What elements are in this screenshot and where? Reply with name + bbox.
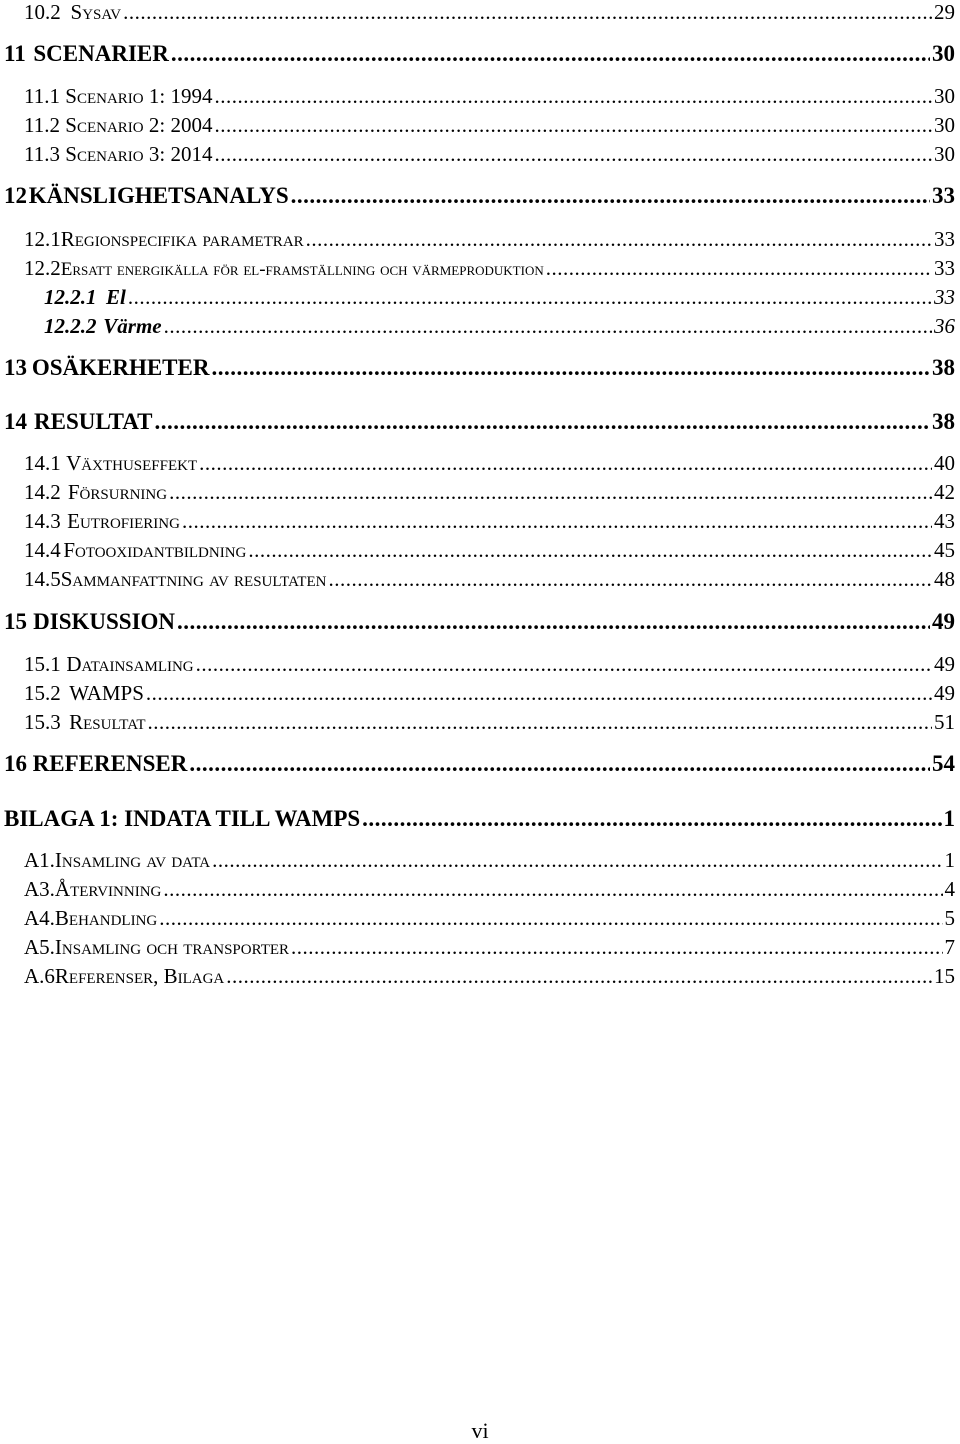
toc-entry-number: 13: [4, 355, 27, 380]
toc-entry-page: 29: [934, 0, 955, 24]
toc-leader: [171, 42, 930, 65]
toc-entry-page: 1: [943, 806, 955, 831]
toc-leader: [182, 511, 932, 532]
toc-leader: [214, 115, 932, 136]
toc-entry-title: Referenser, Bilaga: [54, 964, 225, 988]
toc-entry-page: 33: [934, 227, 955, 251]
toc-entry-page: 33: [934, 256, 955, 280]
toc-entry-title: DISKUSSION: [33, 609, 176, 634]
toc-entry-number: 11: [4, 41, 26, 66]
toc-entry-number: 12.1: [24, 227, 61, 251]
toc-entry-title: Insamling och transporter: [54, 935, 290, 959]
toc-entry-page: 7: [944, 935, 955, 959]
toc-entry-number: 15.3: [24, 710, 61, 734]
toc-entry[interactable]: [0, 937, 960, 958]
toc-entry[interactable]: [0, 356, 960, 379]
toc-entry[interactable]: [0, 569, 960, 590]
toc-entry-title: Återvinning: [54, 877, 162, 901]
toc-entry-title: El: [106, 285, 126, 309]
toc-entry-title: REFERENSER: [32, 751, 188, 776]
toc-leader: [128, 287, 932, 308]
toc-entry-number: 15.1: [24, 652, 61, 676]
toc-entry-page: 30: [934, 113, 955, 137]
toc-leader: [546, 258, 932, 279]
toc-entry-page: 42: [934, 480, 955, 504]
toc-entry-page: 43: [934, 509, 955, 533]
toc-entry-page: 30: [934, 142, 955, 166]
toc-entry[interactable]: [0, 258, 960, 279]
toc-entry-title: BILAGA 1: INDATA TILL WAMPS: [4, 806, 361, 831]
toc-entry-page: 15: [934, 964, 955, 988]
toc-entry-page: 49: [932, 609, 955, 634]
toc-leader: [164, 316, 932, 337]
toc-entry[interactable]: [0, 42, 960, 65]
toc-entry[interactable]: [0, 752, 960, 775]
toc-leader: [163, 879, 942, 900]
toc-leader: [306, 229, 932, 250]
toc-entry-title: Sysav: [70, 0, 122, 24]
toc-leader: [328, 569, 932, 590]
toc-entry-title: Datainsamling: [66, 652, 194, 676]
toc-entry-number: 15: [4, 609, 27, 634]
toc-entry[interactable]: [0, 86, 960, 107]
toc-entry[interactable]: [0, 540, 960, 561]
toc-entry-number: 15.2: [24, 681, 61, 705]
toc-entry-page: 33: [932, 183, 955, 208]
toc-entry[interactable]: [0, 184, 960, 207]
toc-leader: [214, 144, 932, 165]
toc-entry-title: KÄNSLIGHETSANALYS: [28, 183, 289, 208]
toc-entry-title: Växthuseffekt: [66, 451, 198, 475]
toc-entry[interactable]: [0, 879, 960, 900]
toc-entry-number: 11.1: [24, 84, 60, 108]
toc-entry-number: 12.2.2: [44, 314, 97, 338]
toc-entry-title: WAMPS: [69, 681, 144, 705]
toc-entry[interactable]: [0, 683, 960, 704]
toc-entry-page: 45: [934, 538, 955, 562]
page-number: vi: [471, 1418, 489, 1443]
toc-leader: [214, 86, 932, 107]
toc-entry-page: 33: [934, 285, 955, 309]
toc-entry-title: Insamling av data: [54, 848, 211, 872]
toc-entry-number: 12: [4, 183, 27, 208]
toc-entry-page: 38: [932, 409, 955, 434]
toc-entry[interactable]: [0, 908, 960, 929]
toc-entry[interactable]: [0, 2, 960, 23]
toc-leader: [196, 654, 932, 675]
toc-entry-number: 14: [4, 409, 27, 434]
toc-entry[interactable]: [0, 511, 960, 532]
toc-entry[interactable]: [0, 850, 960, 871]
toc-entry-number: A3.: [24, 877, 55, 901]
toc-entry-title: Värme: [103, 314, 162, 338]
toc-entry-title: Behandling: [54, 906, 158, 930]
toc-entry-number: 14.2: [24, 480, 61, 504]
toc-entry-title: Resultat: [69, 710, 146, 734]
toc-leader: [169, 482, 932, 503]
toc-entry-number: 10.2: [24, 0, 61, 24]
toc-entry-number: A5.: [24, 935, 55, 959]
toc-entry-number: 14.4: [24, 538, 61, 562]
toc-entry-page: 54: [932, 751, 955, 776]
toc-leader: [199, 453, 932, 474]
toc-entry[interactable]: [0, 453, 960, 474]
toc-entry-page: 40: [934, 451, 955, 475]
toc-entry-page: 38: [932, 355, 955, 380]
toc-entry-number: 14.5: [24, 567, 61, 591]
toc-leader: [177, 610, 930, 633]
toc-entry[interactable]: [0, 316, 960, 337]
toc-entry-number: 11.2: [24, 113, 60, 137]
toc-entry-title: Försurning: [67, 480, 168, 504]
toc-entry-number: 14.3: [24, 509, 61, 533]
toc-entry-page: 5: [944, 906, 955, 930]
toc-leader: [248, 540, 932, 561]
toc-entry-page: 49: [934, 652, 955, 676]
toc-entry-number: 12.2.1: [44, 285, 97, 309]
toc-leader: [146, 683, 932, 704]
toc-entry[interactable]: [0, 966, 960, 987]
toc-entry-page: 30: [932, 41, 955, 66]
toc-entry-page: 4: [944, 877, 955, 901]
toc-entry[interactable]: [0, 410, 960, 433]
toc-entry-title: Eutrofiering: [67, 509, 180, 533]
toc-leader: [154, 410, 930, 433]
toc-leader: [123, 2, 932, 23]
toc-entry-page: 30: [934, 84, 955, 108]
toc-leader: [226, 966, 932, 987]
toc-entry[interactable]: [0, 144, 960, 165]
toc-leader: [291, 937, 942, 958]
toc-entry-number: A4.: [24, 906, 55, 930]
toc-entry-page: 49: [934, 681, 955, 705]
toc-entry[interactable]: [0, 712, 960, 733]
toc-leader: [159, 908, 942, 929]
toc-entry-title: Scenario 2: 2004: [65, 113, 213, 137]
toc-entry[interactable]: [0, 287, 960, 308]
toc-entry-page: 48: [934, 567, 955, 591]
toc-entry-title: OSÄKERHETER: [31, 355, 210, 380]
toc-leader: [211, 356, 930, 379]
toc-entry-page: 1: [944, 848, 955, 872]
toc-entry-title: Regionspecifika parametrar: [60, 227, 304, 251]
toc-entry-title: Fotooxidantbildning: [63, 538, 247, 562]
toc-leader: [291, 184, 930, 207]
toc-entry-page: 36: [934, 314, 955, 338]
toc-leader: [148, 712, 932, 733]
toc-entry-page: 51: [934, 710, 955, 734]
toc-entry-title: RESULTAT: [34, 409, 153, 434]
toc-leader: [189, 752, 930, 775]
toc-entry-number: 16: [4, 751, 27, 776]
toc-entry-number: 14.1: [24, 451, 61, 475]
toc-leader: [212, 850, 942, 871]
toc-entry[interactable]: [0, 115, 960, 136]
toc-entry-title: Scenario 3: 2014: [65, 142, 213, 166]
toc-entry[interactable]: [0, 229, 960, 250]
toc-entry-number: 11.3: [24, 142, 60, 166]
toc-entry-number: 12.2: [24, 256, 61, 280]
toc-entry-number: A.6: [24, 964, 55, 988]
toc-entry-number: A1.: [24, 848, 55, 872]
toc-entry[interactable]: [0, 482, 960, 503]
toc-entry[interactable]: [0, 654, 960, 675]
toc-entry-title: Ersatt energikälla för el-framställning och värmeproduktion: [60, 259, 544, 280]
toc-entry[interactable]: [0, 807, 960, 830]
toc-entry-title: SCENARIER: [33, 41, 169, 66]
toc-entry-title: Scenario 1: 1994: [65, 84, 213, 108]
toc-leader: [362, 807, 941, 830]
toc-entry-title: Sammanfattning av resultaten: [60, 567, 327, 591]
toc-entry[interactable]: [0, 610, 960, 633]
